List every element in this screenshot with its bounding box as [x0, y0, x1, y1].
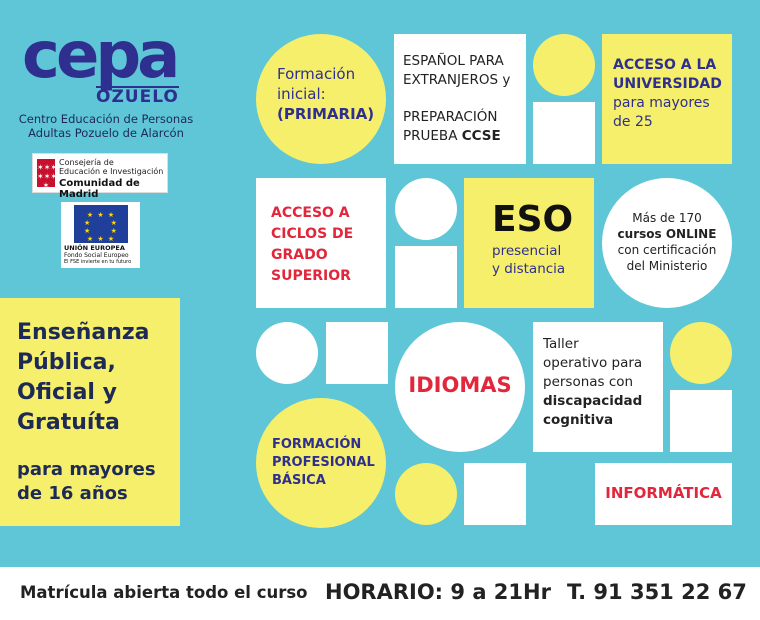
- online-line2: cursos ONLINE: [617, 227, 717, 241]
- formacion-inicial-line3: (PRIMARIA): [277, 105, 375, 123]
- ensenanza-line2: Pública,: [17, 350, 116, 375]
- madrid-line2: Educación e Investigación: [59, 167, 164, 176]
- eu-line2: Fondo Social Europeo: [64, 252, 129, 259]
- acceso-ciclos-line4: SUPERIOR: [271, 268, 351, 284]
- deco-square-4: [670, 390, 732, 452]
- espanol-line1: ESPAÑOL PARA: [403, 53, 504, 69]
- deco-square-3: [326, 322, 388, 384]
- eso-text: [492, 242, 565, 278]
- ensenanza-subheading: [17, 458, 179, 506]
- eu-line3: El FSE invierte en tu futuro: [64, 259, 132, 265]
- taller-text: [543, 335, 642, 430]
- eu-logo: [61, 202, 140, 268]
- eso-title: ESO: [492, 199, 574, 240]
- taller-line5: cognitiva: [543, 412, 614, 428]
- deco-circle-3: [256, 322, 318, 384]
- fp-basica-line3: BÁSICA: [272, 473, 326, 488]
- formacion-inicial-line1: Formación: [277, 65, 356, 83]
- centro-line1: Centro Educación de Personas: [18, 112, 194, 126]
- idiomas-title: IDIOMAS: [408, 373, 512, 397]
- online-line4: del Ministerio: [626, 259, 708, 273]
- deco-circle-5: [395, 463, 457, 525]
- formacion-inicial-text: [277, 64, 374, 124]
- ensenanza-line3: Oficial y: [17, 380, 117, 405]
- footer-horario: HORARIO: 9 a 21Hr: [325, 580, 551, 604]
- taller-line4: discapacidad: [543, 393, 643, 409]
- online-text: [602, 210, 732, 274]
- cepa-logo: cepa: [22, 19, 177, 93]
- deco-square-1: [533, 102, 595, 164]
- ensenanza-line4: Gratuíta: [17, 410, 120, 435]
- acceso-ciclos-text: [271, 203, 353, 287]
- espanol-line4: PRUEBA: [403, 128, 458, 144]
- eu-flag-icon: ★ ★ ★ ★ ★ ★ ★ ★ ★ ★: [74, 205, 128, 243]
- deco-circle-4: [670, 322, 732, 384]
- fp-basica-line2: PROFESIONAL: [272, 455, 375, 470]
- fp-basica-line1: FORMACIÓN: [272, 437, 362, 452]
- acceso-universidad-text: [613, 56, 722, 132]
- formacion-inicial-line2: inicial:: [277, 85, 326, 103]
- madrid-line1: Consejería de: [59, 158, 114, 167]
- espanol-line3: PREPARACIÓN: [403, 109, 498, 125]
- taller-line1: Taller: [543, 336, 579, 352]
- ensenanza-heading: [17, 318, 177, 438]
- comunidad-madrid-logo: [32, 153, 168, 200]
- fp-basica-text: [272, 436, 375, 490]
- acceso-ciclos-line2: CICLOS DE: [271, 226, 354, 242]
- footer-matricula: Matrícula abierta todo el curso: [20, 583, 308, 602]
- eso-line1: presencial: [492, 243, 562, 259]
- acceso-universidad-line1: ACCESO A LA: [613, 57, 717, 73]
- acceso-universidad-line4: de 25: [613, 114, 653, 130]
- acceso-universidad-line2: UNIVERSIDAD: [613, 76, 722, 92]
- eso-line2: y distancia: [492, 261, 566, 277]
- centro-line2: Adultas Pozuelo de Alarcón: [28, 126, 184, 140]
- eu-line1: UNIÓN EUROPEA: [64, 244, 125, 252]
- taller-line3: personas con: [543, 374, 634, 390]
- madrid-flag-icon: ✶✶✶ ✶✶✶ ✶: [37, 159, 55, 187]
- acceso-ciclos-line1: ACCESO A: [271, 205, 350, 221]
- acceso-ciclos-line3: GRADO: [271, 247, 328, 263]
- espanol-line4-bold: CCSE: [461, 128, 501, 144]
- online-line3: con certificación: [617, 243, 717, 257]
- taller-line2: operativo para: [543, 355, 643, 371]
- espanol-text: [403, 52, 523, 146]
- madrid-line3: Comunidad de Madrid: [59, 178, 140, 200]
- centro-name: [14, 112, 198, 140]
- deco-square-2: [395, 246, 457, 308]
- deco-circle-2: [395, 178, 457, 240]
- ensenanza-line1: Enseñanza: [17, 320, 150, 345]
- online-line1: Más de 170: [632, 211, 702, 225]
- cepa-logo-sub: OZUELO: [96, 87, 179, 107]
- informatica-title: INFORMÁTICA: [605, 484, 722, 502]
- espanol-line2: EXTRANJEROS y: [403, 72, 511, 88]
- deco-square-5: [464, 463, 526, 525]
- acceso-universidad-line3: para mayores: [613, 95, 710, 111]
- deco-circle-1: [533, 34, 595, 96]
- footer-telefono: T. 91 351 22 67: [567, 580, 747, 604]
- ensenanza-line6: de 16 años: [17, 483, 128, 504]
- ensenanza-line5: para mayores: [17, 459, 156, 480]
